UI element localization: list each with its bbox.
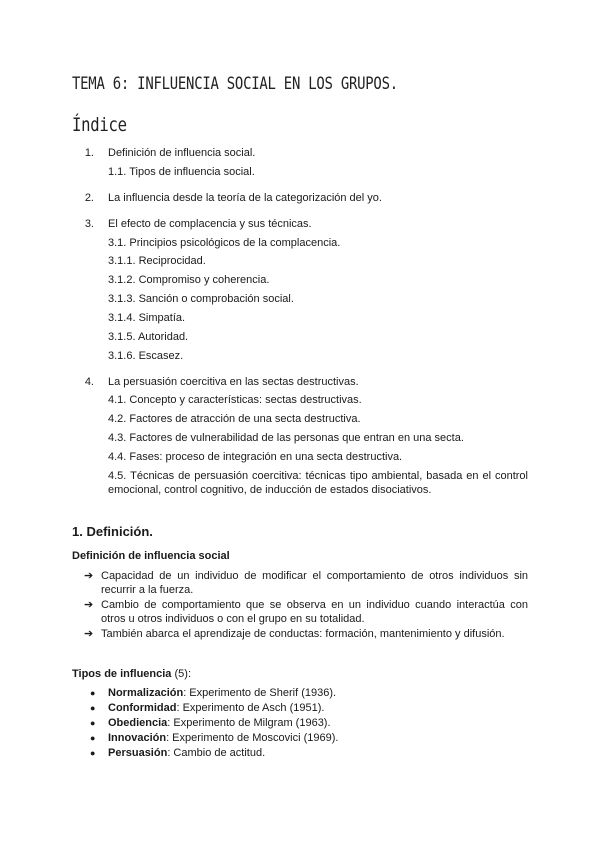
index-number: 1. — [84, 147, 94, 159]
index-subitem: 3.1.3. Sanción o comprobación social. — [108, 293, 294, 305]
bullet-dot-icon: ● — [90, 703, 96, 713]
section-heading: 1. Definición. — [72, 524, 153, 539]
index-subitem: 3.1.2. Compromiso y coherencia. — [108, 274, 270, 286]
definition-bullet: Capacidad de un individuo de modificar el comportamiento de otros individuos sin recurrir a la fuerza. — [101, 570, 528, 596]
type-term: Persuasión — [108, 747, 168, 759]
index-subitem: 3.1. Principios psicológicos de la complacencia. — [108, 237, 341, 249]
index-heading: Índice — [72, 114, 127, 136]
types-count: (5): — [171, 668, 191, 680]
type-term: Innovación — [108, 732, 167, 744]
type-desc: : Experimento de Asch (1951). — [176, 702, 325, 714]
type-item — [108, 716, 331, 730]
types-heading-label: Tipos de influencia — [72, 668, 172, 680]
type-term: Conformidad — [108, 702, 177, 714]
bullet-dot-icon: ● — [90, 718, 96, 728]
index-subitem: 4.2. Factores de atracción de una secta destructiva. — [108, 413, 361, 425]
definition-bullet: También abarca el aprendizaje de conductas: formación, mantenimiento y difusión. — [101, 628, 505, 640]
type-desc: : Experimento de Moscovici (1969). — [166, 732, 339, 744]
section-subheading: Definición de influencia social — [72, 550, 230, 562]
bullet-dot-icon: ● — [90, 733, 96, 743]
index-number: 4. — [84, 376, 94, 388]
index-subitem: 4.5. Técnicas de persuasión coercitiva: técnicas tipo ambiental, basada en el control emocional, control cognitivo, de inducción de estados disociativos. — [108, 470, 528, 496]
type-item — [108, 701, 324, 715]
bullet-dot-icon: ● — [90, 688, 96, 698]
type-item — [108, 746, 265, 760]
type-item — [108, 731, 338, 745]
index-item: La persuasión coercitiva en las sectas destructivas. — [108, 376, 359, 388]
index-item: La influencia desde la teoría de la categorización del yo. — [108, 192, 382, 204]
bullet-dot-icon: ● — [90, 748, 96, 758]
type-term: Normalización — [108, 687, 184, 699]
type-desc: : Experimento de Sherif (1936). — [183, 687, 337, 699]
arrow-bullet-icon: ➔ — [84, 570, 94, 582]
index-item: El efecto de complacencia y sus técnicas. — [108, 218, 312, 230]
index-subitem: 3.1.1. Reciprocidad. — [108, 255, 206, 267]
index-item: Definición de influencia social. — [108, 147, 256, 159]
index-number: 2. — [84, 192, 94, 204]
type-term: Obediencia — [108, 717, 168, 729]
type-desc: : Cambio de actitud. — [167, 747, 266, 759]
index-subitem: 3.1.5. Autoridad. — [108, 331, 189, 343]
index-subitem: 1.1. Tipos de influencia social. — [108, 166, 255, 178]
index-subitem: 3.1.4. Simpatía. — [108, 312, 186, 324]
arrow-bullet-icon: ➔ — [84, 628, 94, 640]
index-number: 3. — [84, 218, 94, 230]
type-desc: : Experimento de Milgram (1963). — [167, 717, 331, 729]
index-subitem: 4.1. Concepto y características: sectas destructivas. — [108, 394, 362, 406]
arrow-bullet-icon: ➔ — [84, 599, 94, 611]
types-heading — [72, 667, 191, 681]
index-subitem: 4.4. Fases: proceso de integración en una secta destructiva. — [108, 451, 403, 463]
page-title: TEMA 6: INFLUENCIA SOCIAL EN LOS GRUPOS. — [72, 74, 398, 94]
index-subitem: 4.3. Factores de vulnerabilidad de las personas que entran en una secta. — [108, 432, 464, 444]
definition-bullet: Cambio de comportamiento que se observa en un individuo cuando interactúa con otros u otros individuos o con el grupo en su totalidad. — [101, 599, 528, 625]
type-item — [108, 686, 336, 700]
index-subitem: 3.1.6. Escasez. — [108, 350, 184, 362]
